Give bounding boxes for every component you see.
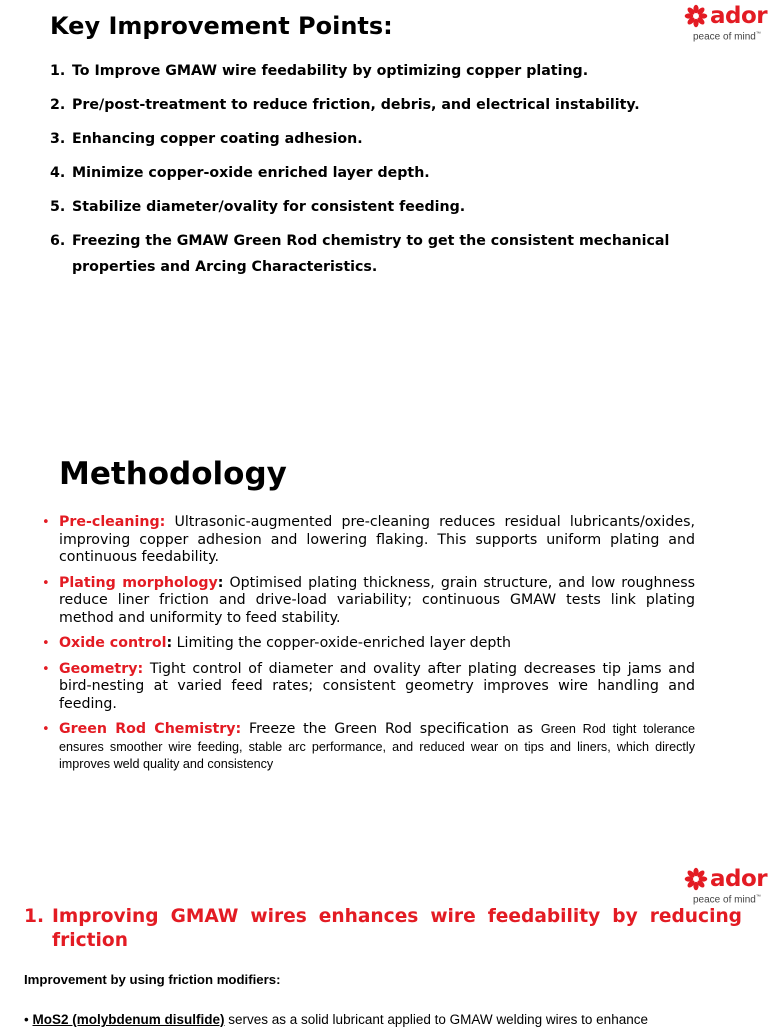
- bullet-icon: •: [42, 636, 50, 651]
- ador-flower-icon: [684, 4, 708, 28]
- key-point-item: 6. Freezing the GMAW Green Rod chemistry to get the consistent mechanical properties and Arcing Characteristics.: [50, 233, 670, 275]
- brand-name: ador: [710, 866, 768, 892]
- key-point-item: 5. Stabilize diameter/ovality for consistent feeding.: [50, 199, 466, 215]
- brand-tagline: peace of mind™: [693, 31, 761, 43]
- friction-modifiers-heading: Improvement by using friction modifiers:: [24, 972, 281, 987]
- key-point-item: 1. To Improve GMAW wire feedability by optimizing copper plating.: [50, 63, 589, 79]
- bullet-icon: •: [42, 515, 50, 530]
- methodology-item-pre-cleaning: • Pre-cleaning: Ultrasonic-augmented pre-cleaning reduces residual lubricants/oxides, improving copper adhesion and lowering flaking. This supports uniform plating and continuous feedability.: [42, 514, 695, 565]
- key-point-item: 2. Pre/post-treatment to reduce friction, debris, and electrical instability.: [50, 97, 640, 113]
- methodology-item-green-rod: • Green Rod Chemistry: Freeze the Green Rod specification as Green Rod tight tolerance ensures smoother wire feeding, stable arc performance, and reduced wear on tips and liners, which directly improves weld quality and consistency: [42, 721, 695, 771]
- ador-logo: [684, 3, 768, 42]
- brand-name: ador: [710, 3, 768, 29]
- section-1-title: 1. Improving GMAW wires enhances wire feedability by reducing friction: [24, 906, 742, 951]
- mos2-paragraph: • MoS2 (molybdenum disulfide) serves as a solid lubricant applied to GMAW welding wires to enhance: [24, 1012, 648, 1027]
- key-point-item: 3. Enhancing copper coating adhesion.: [50, 131, 363, 147]
- bullet-icon: •: [42, 661, 50, 677]
- key-points-list: [50, 58, 710, 288]
- key-point-item: 4. Minimize copper-oxide enriched layer depth.: [50, 165, 430, 181]
- methodology-item-oxide-control: • Oxide control: Limiting the copper-oxide-enriched layer depth: [42, 635, 511, 651]
- bullet-icon: •: [42, 722, 50, 737]
- bullet-icon: •: [42, 575, 50, 591]
- ador-logo: [684, 866, 768, 905]
- methodology-list: [42, 514, 695, 782]
- methodology-title: Methodology: [59, 456, 287, 492]
- methodology-item-geometry: • Geometry: Tight control of diameter and ovality after plating decreases tip jams and bird-nesting at varied feed rates; consistent geometry improves wire handling and feeding.: [42, 660, 695, 712]
- brand-tagline: peace of mind™: [693, 894, 761, 906]
- methodology-item-plating-morphology: • Plating morphology: Optimised plating thickness, grain structure, and low roughness reduce liner friction and drive-load variability; continuous GMAW tests link plating method and uniformity to feed stability.: [42, 574, 695, 626]
- key-points-title: Key Improvement Points:: [50, 12, 393, 40]
- ador-flower-icon: [684, 867, 708, 891]
